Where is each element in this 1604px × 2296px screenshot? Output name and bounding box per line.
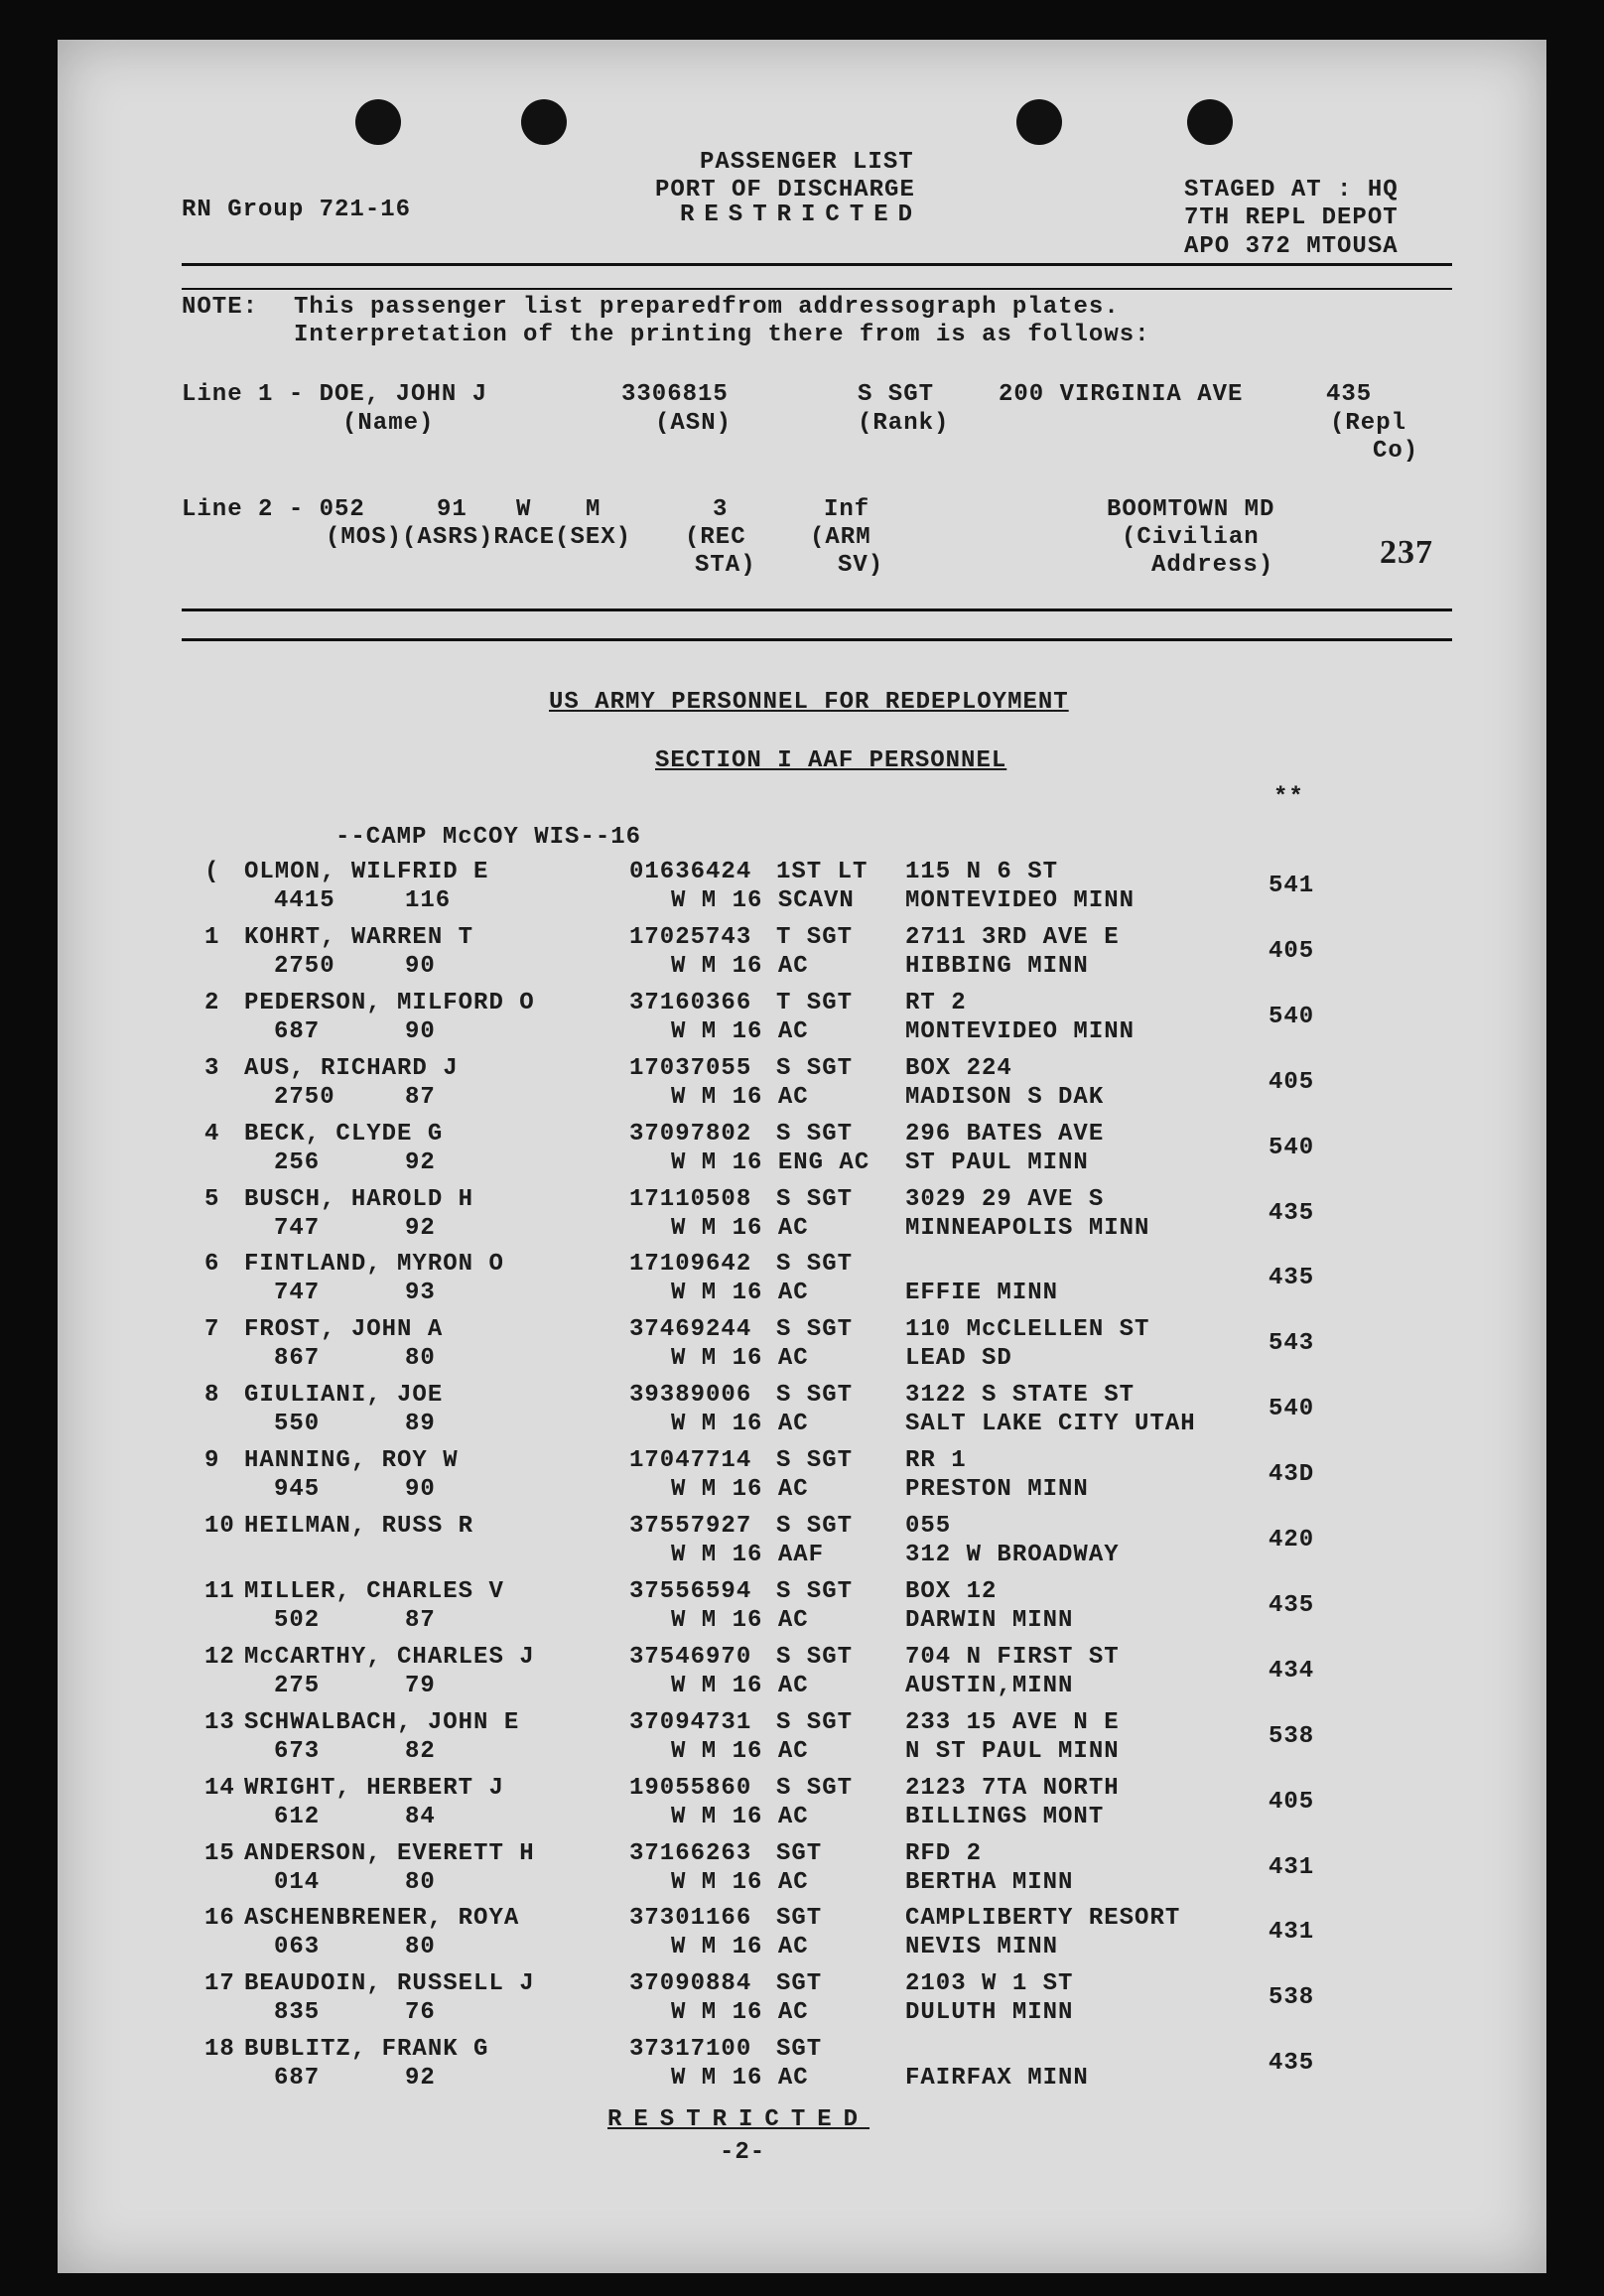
roster-name: FROST, JOHN A — [244, 1316, 444, 1343]
roster-line2: W M 16 AC — [671, 1084, 809, 1111]
roster-mos: 2750 — [274, 953, 335, 980]
roster-name: BEAUDOIN, RUSSELL J — [244, 1970, 535, 1997]
roster-row — [0, 1905, 1604, 1970]
roster-address-2: HIBBING MINN — [905, 953, 1089, 980]
roster-address-1: BOX 224 — [905, 1055, 1012, 1082]
roster-address-1: 704 N FIRST ST — [905, 1644, 1120, 1671]
legend-mos-label: (MOS)(ASRS)RACE(SEX) — [326, 524, 632, 551]
legend-arm-label: SV) — [838, 552, 884, 579]
roster-company: 431 — [1269, 1854, 1315, 1881]
roster-row — [0, 1970, 1604, 2036]
roster-line2: W M 16 AC — [671, 1804, 809, 1830]
roster-mos: 687 — [274, 1018, 321, 1045]
roster-rank: T SGT — [776, 924, 854, 951]
roster-mos: 673 — [274, 1738, 321, 1765]
roster-rank: 1ST LT — [776, 859, 869, 885]
roster-address-2: AUSTIN,MINN — [905, 1673, 1074, 1699]
staged-line-2: 7TH REPL DEPOT — [1184, 204, 1399, 231]
roster-rank: S SGT — [776, 1251, 854, 1278]
roster-row — [0, 1447, 1604, 1513]
roster-mos: 835 — [274, 1999, 321, 2026]
roster-number: ( — [204, 859, 220, 885]
roster-name: ASCHENBRENER, ROYA — [244, 1905, 520, 1932]
roster-row — [0, 1578, 1604, 1644]
roster-number: 8 — [204, 1382, 220, 1409]
roster-asn: 17047714 — [629, 1447, 752, 1474]
roster-line2: W M 16 SCAVN — [671, 887, 855, 914]
roster-mos: 945 — [274, 1476, 321, 1503]
legend-asn-label: (ASN) — [655, 410, 733, 437]
roster-line2: W M 16 AC — [671, 1018, 809, 1045]
roster-mos: 867 — [274, 1345, 321, 1372]
roster-number: 3 — [204, 1055, 220, 1082]
roster-address-1: BOX 12 — [905, 1578, 998, 1605]
roster-asn: 17037055 — [629, 1055, 752, 1082]
doc-title: PASSENGER LIST — [700, 149, 914, 176]
roster-company: 405 — [1269, 1069, 1315, 1096]
roster-asrs: 80 — [405, 1869, 436, 1896]
roster-mos: 2750 — [274, 1084, 335, 1111]
classification-bottom: RESTRICTED — [607, 2106, 870, 2133]
roster-asn: 37094731 — [629, 1709, 752, 1736]
roster-number: 4 — [204, 1121, 220, 1148]
roster-company: 431 — [1269, 1919, 1315, 1946]
roster-asn: 19055860 — [629, 1775, 752, 1802]
page-stamp-number: 237 — [1380, 534, 1433, 571]
legend-sex: M — [586, 496, 602, 523]
roster-company: 543 — [1269, 1330, 1315, 1357]
roster-asn: 37557927 — [629, 1513, 752, 1540]
roster-address-2: BERTHA MINN — [905, 1869, 1074, 1896]
roster-rank: S SGT — [776, 1644, 854, 1671]
roster-line2: W M 16 AC — [671, 2065, 809, 2092]
roster-address-2: EFFIE MINN — [905, 1280, 1059, 1306]
roster-rank: S SGT — [776, 1578, 854, 1605]
roster-number: 11 — [204, 1578, 235, 1605]
roster-address-2: NEVIS MINN — [905, 1934, 1059, 1960]
roster-asn: 37301166 — [629, 1905, 752, 1932]
roster-address-2: MONTEVIDEO MINN — [905, 887, 1136, 914]
roster-number: 15 — [204, 1840, 235, 1867]
roster-company: 540 — [1269, 1004, 1315, 1030]
legend-co-label: Co) — [1373, 438, 1419, 465]
roster-number: 2 — [204, 990, 220, 1016]
header-rule — [182, 263, 1452, 266]
roster-row — [0, 924, 1604, 990]
roster-row — [0, 1840, 1604, 1906]
legend-race: W — [516, 496, 532, 523]
note-label: NOTE: — [182, 294, 259, 321]
roster-line2: W M 16 AC — [671, 1738, 809, 1765]
roster-address-1: 233 15 AVE N E — [905, 1709, 1120, 1736]
roster-line2: W M 16 AC — [671, 1607, 809, 1634]
punch-hole — [355, 99, 401, 145]
roster-asn: 39389006 — [629, 1382, 752, 1409]
port-of-discharge: PORT OF DISCHARGE — [655, 177, 915, 203]
roster-name: McCARTHY, CHARLES J — [244, 1644, 535, 1671]
main-heading: US ARMY PERSONNEL FOR REDEPLOYMENT — [549, 689, 1069, 716]
roster-number: 17 — [204, 1970, 235, 1997]
roster-address-2: DULUTH MINN — [905, 1999, 1074, 2026]
roster-asrs: 80 — [405, 1934, 436, 1960]
punch-hole — [1016, 99, 1062, 145]
roster-line2: W M 16 AC — [671, 1476, 809, 1503]
roster-row — [0, 1186, 1604, 1252]
roster-mos: 063 — [274, 1934, 321, 1960]
legend-rank: S SGT — [858, 381, 935, 408]
roster-mos: 256 — [274, 1149, 321, 1176]
roster-asn: 37546970 — [629, 1644, 752, 1671]
roster-number: 16 — [204, 1905, 235, 1932]
roster-line2: W M 16 AC — [671, 953, 809, 980]
roster-company: 435 — [1269, 2050, 1315, 2077]
roster-number: 9 — [204, 1447, 220, 1474]
roster-number: 1 — [204, 924, 220, 951]
asterisk-mark: ** — [1273, 784, 1304, 811]
roster-line2: W M 16 AC — [671, 1280, 809, 1306]
roster-row — [0, 1316, 1604, 1382]
roster-rank: S SGT — [776, 1186, 854, 1213]
note-text: Interpretation of the printing there from is as follows: — [294, 322, 1150, 348]
roster-company: 538 — [1269, 1723, 1315, 1750]
roster-line2: W M 16 AC — [671, 1673, 809, 1699]
page-number: -2- — [720, 2139, 766, 2166]
roster-number: 7 — [204, 1316, 220, 1343]
staged-line-1: STAGED AT : HQ — [1184, 177, 1399, 203]
roster-asn: 37160366 — [629, 990, 752, 1016]
camp-subheading: --CAMP McCOY WIS--16 — [335, 824, 642, 851]
roster-rank: S SGT — [776, 1382, 854, 1409]
roster-asrs: 79 — [405, 1673, 436, 1699]
roster-address-1: RFD 2 — [905, 1840, 983, 1867]
roster-company: 435 — [1269, 1265, 1315, 1291]
roster-mos: 747 — [274, 1280, 321, 1306]
roster-rank: S SGT — [776, 1447, 854, 1474]
section-heading: SECTION I AAF PERSONNEL — [655, 747, 1007, 774]
roster-address-1: 296 BATES AVE — [905, 1121, 1105, 1148]
roster-name: OLMON, WILFRID E — [244, 859, 489, 885]
roster-address-1: RR 1 — [905, 1447, 967, 1474]
roster-row — [0, 1644, 1604, 1709]
roster-name: FINTLAND, MYRON O — [244, 1251, 504, 1278]
roster-rank: S SGT — [776, 1513, 854, 1540]
roster-asrs: 116 — [405, 887, 452, 914]
roster-asn: 37090884 — [629, 1970, 752, 1997]
roster-asn: 17109642 — [629, 1251, 752, 1278]
legend-rank-label: (Rank) — [858, 410, 950, 437]
roster-row — [0, 2036, 1604, 2101]
roster-name: WRIGHT, HERBERT J — [244, 1775, 504, 1802]
roster-asn: 37317100 — [629, 2036, 752, 2063]
roster-number: 12 — [204, 1644, 235, 1671]
roster-asrs: 87 — [405, 1607, 436, 1634]
roster-asrs: 92 — [405, 2065, 436, 2092]
roster-address-2: BILLINGS MONT — [905, 1804, 1105, 1830]
roster-company: 435 — [1269, 1592, 1315, 1619]
roster-rank: S SGT — [776, 1709, 854, 1736]
roster-asn: 17025743 — [629, 924, 752, 951]
roster-address-1: RT 2 — [905, 990, 967, 1016]
roster-address-2: MINNEAPOLIS MINN — [905, 1215, 1150, 1242]
roster-address-1: 3122 S STATE ST — [905, 1382, 1136, 1409]
roster-asrs: 92 — [405, 1215, 436, 1242]
legend-co-label: (Repl — [1330, 410, 1407, 437]
legend-address: 200 VIRGINIA AVE — [999, 381, 1244, 408]
roster-row — [0, 1055, 1604, 1121]
roster-asn: 37097802 — [629, 1121, 752, 1148]
roster-rank: S SGT — [776, 1055, 854, 1082]
roster-row — [0, 1709, 1604, 1775]
roster-asrs: 82 — [405, 1738, 436, 1765]
legend-asn: 3306815 — [621, 381, 729, 408]
roster-name: HANNING, ROY W — [244, 1447, 459, 1474]
roster-company: 435 — [1269, 1200, 1315, 1227]
roster-row — [0, 1775, 1604, 1840]
roster-rank: T SGT — [776, 990, 854, 1016]
roster-address-2: MONTEVIDEO MINN — [905, 1018, 1136, 1045]
header-rule — [182, 288, 1452, 290]
roster-name: MILLER, CHARLES V — [244, 1578, 504, 1605]
punch-hole — [1187, 99, 1233, 145]
roster-asrs: 90 — [405, 1476, 436, 1503]
roster-name: GIULIANI, JOE — [244, 1382, 444, 1409]
legend-line2: Line 2 - 052 — [182, 496, 365, 523]
roster-address-1: 2123 7TA NORTH — [905, 1775, 1120, 1802]
roster-address-1: 110 McCLELLEN ST — [905, 1316, 1150, 1343]
roster-address-2: LEAD SD — [905, 1345, 1012, 1372]
roster-address-1: 055 — [905, 1513, 952, 1540]
roster-address-2: SALT LAKE CITY UTAH — [905, 1411, 1196, 1437]
legend-co: 435 — [1326, 381, 1373, 408]
roster-address-1: 115 N 6 ST — [905, 859, 1059, 885]
roster-rank: SGT — [776, 2036, 823, 2063]
roster-address-2: MADISON S DAK — [905, 1084, 1105, 1111]
roster-number: 14 — [204, 1775, 235, 1802]
roster-number: 18 — [204, 2036, 235, 2063]
roster-company: 405 — [1269, 1789, 1315, 1816]
roster-mos: 275 — [274, 1673, 321, 1699]
roster-mos: 612 — [274, 1804, 321, 1830]
roster-address-2: PRESTON MINN — [905, 1476, 1089, 1503]
roster-line2: W M 16 AC — [671, 1934, 809, 1960]
roster-asrs: 87 — [405, 1084, 436, 1111]
roster-name: ANDERSON, EVERETT H — [244, 1840, 535, 1867]
roster-address-2: FAIRFAX MINN — [905, 2065, 1089, 2092]
roster-rank: S SGT — [776, 1121, 854, 1148]
roster-asrs: 80 — [405, 1345, 436, 1372]
roster-asn: 37469244 — [629, 1316, 752, 1343]
roster-rank: SGT — [776, 1840, 823, 1867]
roster-asn: 37556594 — [629, 1578, 752, 1605]
roster-asrs: 90 — [405, 953, 436, 980]
roster-mos: 014 — [274, 1869, 321, 1896]
roster-number: 13 — [204, 1709, 235, 1736]
roster-address-1: CAMPLIBERTY RESORT — [905, 1905, 1181, 1932]
legend-rec-label: STA) — [695, 552, 756, 579]
roster-company: 540 — [1269, 1396, 1315, 1422]
roster-rank: SGT — [776, 1970, 823, 1997]
roster-asrs: 76 — [405, 1999, 436, 2026]
legend-asrs: 91 — [437, 496, 468, 523]
roster-name: BUSCH, HAROLD H — [244, 1186, 474, 1213]
legend-rec-label: (REC — [685, 524, 746, 551]
roster-name: PEDERSON, MILFORD O — [244, 990, 535, 1016]
roster-mos: 502 — [274, 1607, 321, 1634]
classification-top: RESTRICTED — [680, 202, 923, 228]
roster-address-1: 3029 29 AVE S — [905, 1186, 1105, 1213]
roster-row — [0, 1513, 1604, 1578]
roster-name: BECK, CLYDE G — [244, 1121, 444, 1148]
roster-asrs: 90 — [405, 1018, 436, 1045]
roster-mos: 747 — [274, 1215, 321, 1242]
legend-arm: Inf — [824, 496, 870, 523]
legend-civilian-label: (Civilian — [1122, 524, 1260, 551]
roster-line2: W M 16 AAF — [671, 1542, 825, 1568]
roster-mos: 687 — [274, 2065, 321, 2092]
roster-name: SCHWALBACH, JOHN E — [244, 1709, 520, 1736]
roster-line2: W M 16 AC — [671, 1411, 809, 1437]
roster-line2: W M 16 ENG AC — [671, 1149, 870, 1176]
roster-line2: W M 16 AC — [671, 1215, 809, 1242]
roster-row — [0, 1382, 1604, 1447]
roster-company: 434 — [1269, 1658, 1315, 1685]
roster-address-2: DARWIN MINN — [905, 1607, 1074, 1634]
roster-line2: W M 16 AC — [671, 1869, 809, 1896]
roster-row — [0, 859, 1604, 924]
roster-asrs: 92 — [405, 1149, 436, 1176]
roster-address-1: 2711 3RD AVE E — [905, 924, 1120, 951]
staged-line-3: APO 372 MTOUSA — [1184, 233, 1399, 260]
roster-company: 540 — [1269, 1135, 1315, 1161]
roster-mos: 4415 — [274, 887, 335, 914]
roster-address-1: 2103 W 1 ST — [905, 1970, 1074, 1997]
roster-company: 43D — [1269, 1461, 1315, 1488]
legend-line1: Line 1 - DOE, JOHN J — [182, 381, 488, 408]
roster-asrs: 89 — [405, 1411, 436, 1437]
roster-company: 405 — [1269, 938, 1315, 965]
roster-row — [0, 990, 1604, 1055]
roster-name: BUBLITZ, FRANK G — [244, 2036, 489, 2063]
roster-asn: 37166263 — [629, 1840, 752, 1867]
roster-asn: 17110508 — [629, 1186, 752, 1213]
roster-number: 10 — [204, 1513, 235, 1540]
roster-asrs: 84 — [405, 1804, 436, 1830]
legend-name-label: (Name) — [342, 410, 435, 437]
legend-city: BOOMTOWN MD — [1107, 496, 1275, 523]
roster-mos: 550 — [274, 1411, 321, 1437]
group-label: RN Group 721-16 — [182, 197, 412, 223]
roster-address-2: N ST PAUL MINN — [905, 1738, 1120, 1765]
roster-name: HEILMAN, RUSS R — [244, 1513, 474, 1540]
legend-rule — [182, 608, 1452, 611]
roster-rank: S SGT — [776, 1775, 854, 1802]
roster-address-2: ST PAUL MINN — [905, 1149, 1089, 1176]
roster-asrs: 93 — [405, 1280, 436, 1306]
roster-asn: 01636424 — [629, 859, 752, 885]
roster-company: 541 — [1269, 873, 1315, 899]
roster-company: 420 — [1269, 1527, 1315, 1553]
roster-address-2: 312 W BROADWAY — [905, 1542, 1120, 1568]
punch-hole — [521, 99, 567, 145]
legend-rule — [182, 638, 1452, 641]
roster-line2: W M 16 AC — [671, 1999, 809, 2026]
roster-number: 6 — [204, 1251, 220, 1278]
roster-company: 538 — [1269, 1984, 1315, 2011]
roster-rank: S SGT — [776, 1316, 854, 1343]
roster-line2: W M 16 AC — [671, 1345, 809, 1372]
roster-name: AUS, RICHARD J — [244, 1055, 459, 1082]
legend-arm-label: (ARM — [810, 524, 871, 551]
note-text: This passenger list preparedfrom addressograph plates. — [294, 294, 1120, 321]
roster-name: KOHRT, WARREN T — [244, 924, 474, 951]
roster-rank: SGT — [776, 1905, 823, 1932]
roster-row — [0, 1121, 1604, 1186]
roster-number: 5 — [204, 1186, 220, 1213]
legend-rec: 3 — [713, 496, 729, 523]
roster-row — [0, 1251, 1604, 1316]
legend-civilian-label: Address) — [1151, 552, 1274, 579]
